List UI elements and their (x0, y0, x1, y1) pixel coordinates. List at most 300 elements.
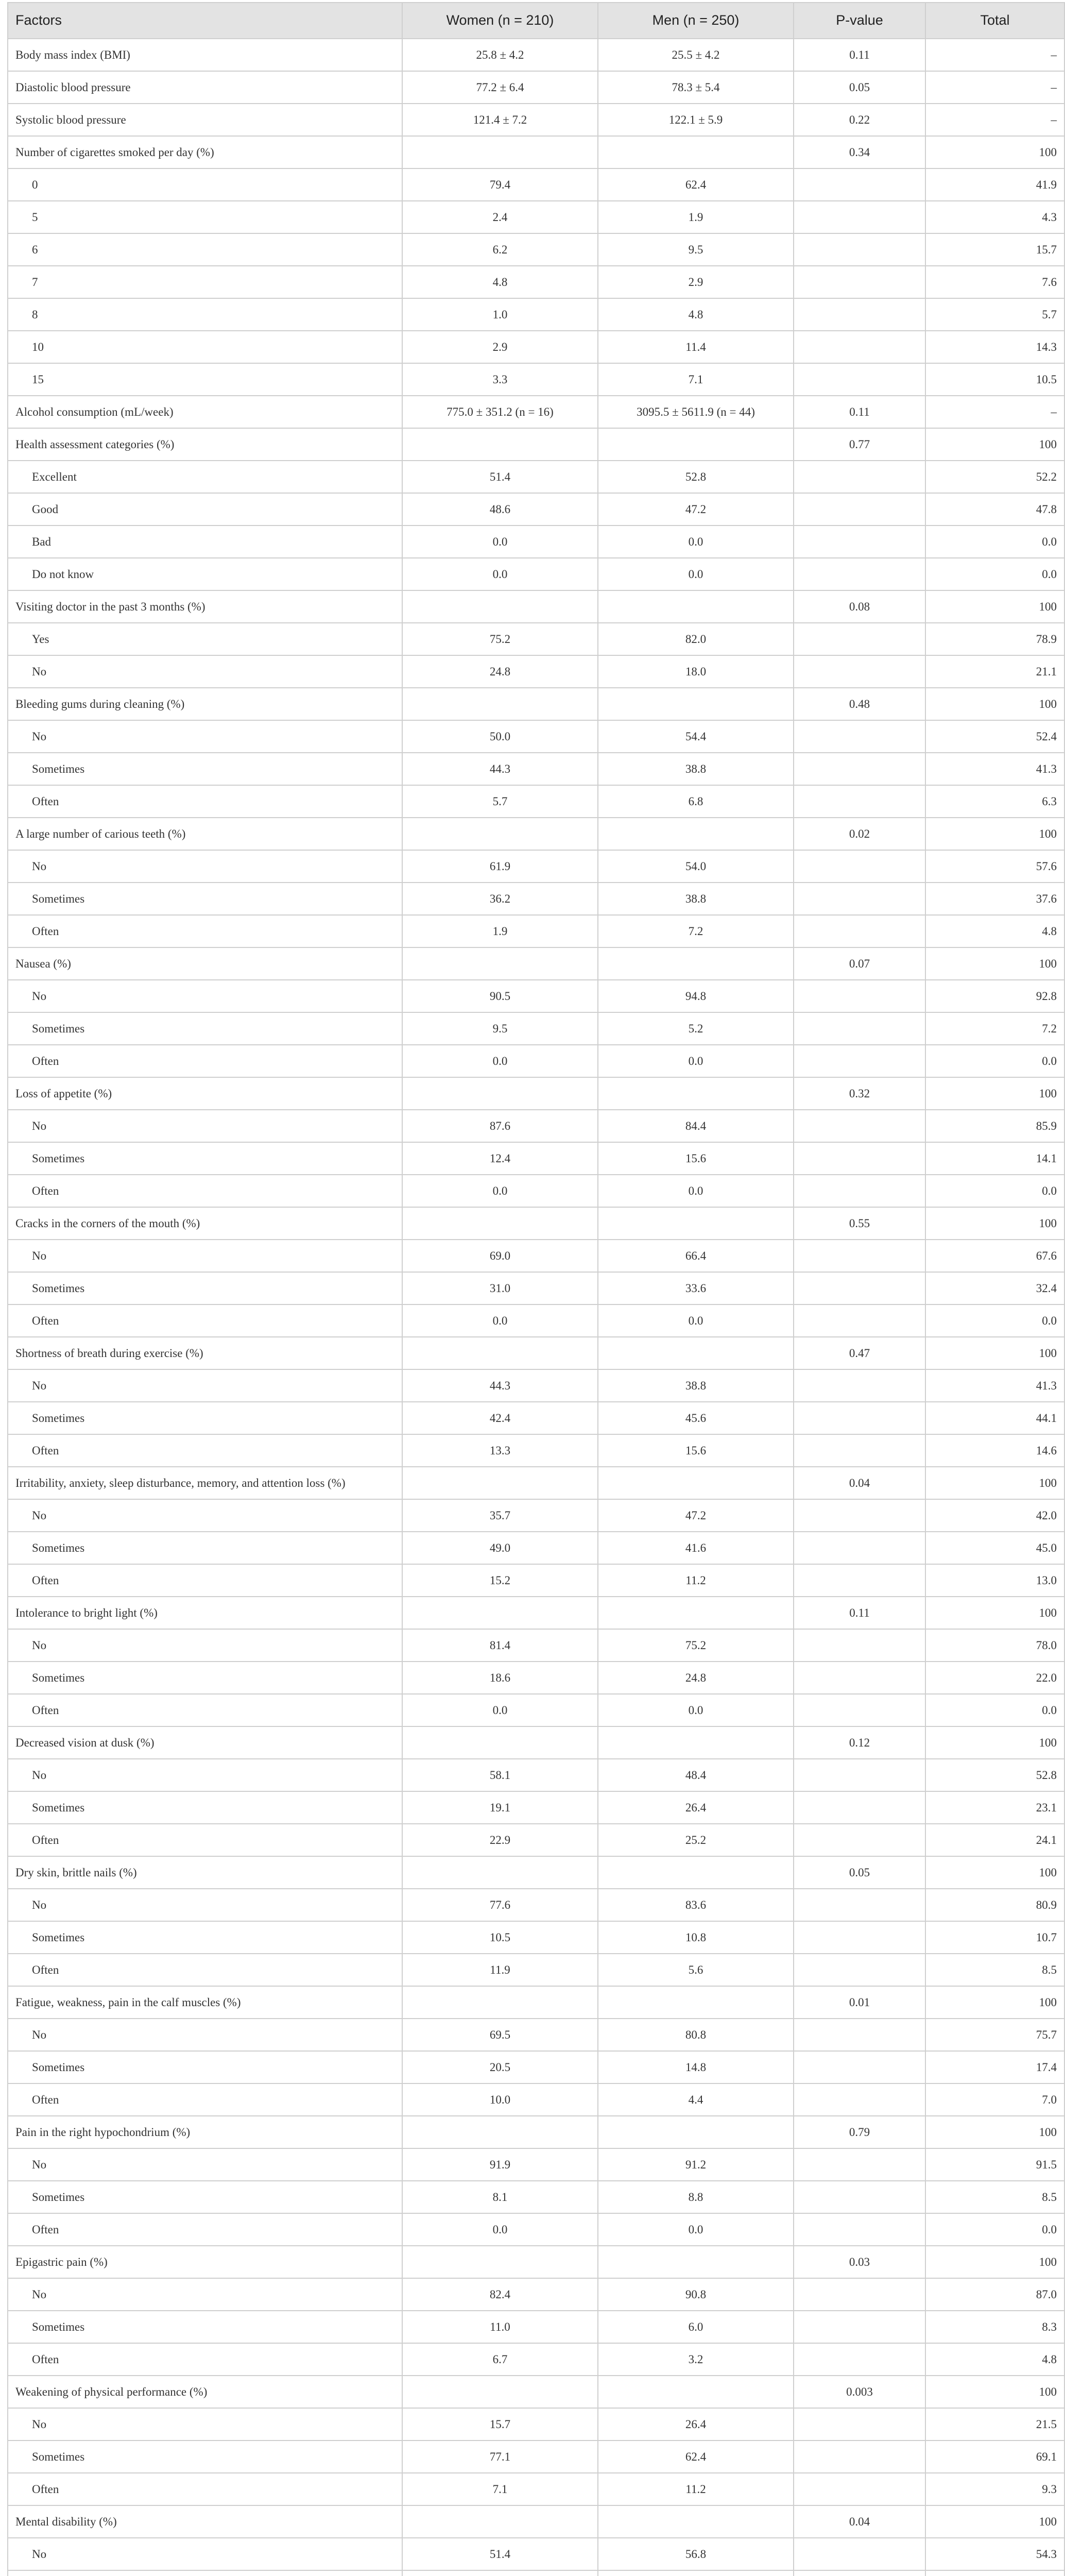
women-cell (402, 590, 598, 623)
factor-cell: 10 (8, 331, 402, 363)
p-value-cell (794, 1954, 925, 1986)
men-cell (598, 136, 794, 168)
men-cell (598, 590, 794, 623)
table-subrow (8, 1921, 1064, 1954)
total-cell: 13.0 (925, 1564, 1064, 1597)
p-value-cell (794, 2148, 925, 2181)
factor-cell: No (8, 1369, 402, 1402)
men-cell: 52.8 (598, 461, 794, 493)
women-cell: 82.4 (402, 2278, 598, 2311)
total-cell: 9.3 (925, 2473, 1064, 2505)
table-subrow (8, 331, 1064, 363)
men-cell: 47.2 (598, 493, 794, 526)
factor-cell: Often (8, 2213, 402, 2246)
table-subrow (8, 1889, 1064, 1921)
total-cell: 100 (925, 2376, 1064, 2408)
p-value-cell (794, 1889, 925, 1921)
men-cell (598, 688, 794, 720)
p-value-cell (794, 331, 925, 363)
women-cell: 0.0 (402, 1304, 598, 1337)
men-cell: 0.0 (598, 1304, 794, 1337)
women-cell: 48.6 (402, 493, 598, 526)
total-cell: 100 (925, 2246, 1064, 2278)
table-row (8, 1726, 1064, 1759)
factor-cell: Do not know (8, 558, 402, 590)
table-subrow (8, 1369, 1064, 1402)
total-cell: 41.3 (925, 1369, 1064, 1402)
total-cell: – (925, 71, 1064, 104)
p-value-cell (794, 850, 925, 883)
table-subrow (8, 1954, 1064, 1986)
p-value-cell (794, 2473, 925, 2505)
factor-cell: No (8, 1759, 402, 1791)
women-cell: 77.6 (402, 1889, 598, 1921)
total-cell: 41.3 (925, 753, 1064, 785)
total-cell: 54.3 (925, 2538, 1064, 2570)
men-cell: 15.6 (598, 1142, 794, 1175)
factor-cell: Shortness of breath during exercise (%) (8, 1337, 402, 1369)
women-cell: 775.0 ± 351.2 (n = 16) (402, 396, 598, 428)
women-cell: 1.9 (402, 915, 598, 947)
factor-cell: No (8, 1110, 402, 1142)
men-cell (598, 428, 794, 461)
p-value-cell (794, 1662, 925, 1694)
men-cell: 0.0 (598, 1175, 794, 1207)
women-cell: 6.7 (402, 2343, 598, 2376)
women-cell (402, 2116, 598, 2148)
men-cell: 0.0 (598, 1045, 794, 1077)
total-cell: 32.4 (925, 1272, 1064, 1304)
men-cell: 41.6 (598, 1532, 794, 1564)
table-row (8, 1856, 1064, 1889)
table-subrow (8, 980, 1064, 1012)
men-cell: 38.8 (598, 753, 794, 785)
men-cell: 66.4 (598, 1240, 794, 1272)
table-subrow (8, 201, 1064, 233)
women-cell: 51.4 (402, 2538, 598, 2570)
table-subrow (8, 2311, 1064, 2343)
women-cell: 36.2 (402, 883, 598, 915)
women-cell: 22.9 (402, 1824, 598, 1856)
p-value-cell (794, 526, 925, 558)
factor-cell: No (8, 1889, 402, 1921)
men-cell: 5.6 (598, 1954, 794, 1986)
p-value-cell (794, 1369, 925, 1402)
p-value-cell (794, 1532, 925, 1564)
factor-cell: Often (8, 1694, 402, 1726)
p-value-cell: 0.12 (794, 1726, 925, 1759)
women-cell: 0.0 (402, 1175, 598, 1207)
men-cell: 56.8 (598, 2538, 794, 2570)
women-cell: 2.9 (402, 331, 598, 363)
total-cell: 80.9 (925, 1889, 1064, 1921)
p-value-cell: 0.22 (794, 104, 925, 136)
p-value-cell (794, 1824, 925, 1856)
p-value-cell (794, 2343, 925, 2376)
p-value-cell: 0.003 (794, 2376, 925, 2408)
total-cell: 75.7 (925, 2019, 1064, 2051)
women-cell: 87.6 (402, 1110, 598, 1142)
total-cell: 78.9 (925, 623, 1064, 655)
table-subrow (8, 168, 1064, 201)
men-cell: 6.0 (598, 2311, 794, 2343)
men-cell: 62.4 (598, 2441, 794, 2473)
men-cell: 9.5 (598, 233, 794, 266)
men-cell: 3095.5 ± 5611.9 (n = 44) (598, 396, 794, 428)
table-subrow (8, 915, 1064, 947)
women-cell: 12.4 (402, 1142, 598, 1175)
p-value-cell (794, 2441, 925, 2473)
factor-cell: Often (8, 1954, 402, 1986)
table-subrow (8, 1759, 1064, 1791)
factor-cell: Sometimes (8, 2051, 402, 2083)
women-cell: 13.3 (402, 1434, 598, 1467)
factor-cell: Epigastric pain (%) (8, 2246, 402, 2278)
women-cell: 11.9 (402, 1954, 598, 1986)
women-cell: 19.1 (402, 1791, 598, 1824)
table-row (8, 1337, 1064, 1369)
table-subrow (8, 623, 1064, 655)
factor-cell: No (8, 720, 402, 753)
men-cell: 14.8 (598, 2051, 794, 2083)
total-cell: 4.8 (925, 2343, 1064, 2376)
p-value-cell: 0.08 (794, 590, 925, 623)
p-value-cell (794, 2019, 925, 2051)
factor-cell: Alcohol consumption (mL/week) (8, 396, 402, 428)
factor-cell: No (8, 850, 402, 883)
men-cell: 15.6 (598, 1434, 794, 1467)
table-subrow (8, 1272, 1064, 1304)
factor-cell: Visiting doctor in the past 3 months (%) (8, 590, 402, 623)
table-subrow (8, 2181, 1064, 2213)
p-value-cell (794, 785, 925, 818)
table-subrow (8, 1110, 1064, 1142)
total-cell: 7.0 (925, 2083, 1064, 2116)
p-value-cell (794, 1272, 925, 1304)
men-cell: 78.3 ± 5.4 (598, 71, 794, 104)
total-cell: 0.0 (925, 1175, 1064, 1207)
women-cell: 42.4 (402, 1402, 598, 1434)
total-cell: 8.5 (925, 1954, 1064, 1986)
women-cell: 91.9 (402, 2148, 598, 2181)
p-value-cell (794, 1142, 925, 1175)
factor-cell: Health assessment categories (%) (8, 428, 402, 461)
total-cell: 37.6 (925, 883, 1064, 915)
total-cell: 0.0 (925, 1045, 1064, 1077)
p-value-cell (794, 2278, 925, 2311)
header-women: Women (n = 210) (402, 3, 598, 39)
women-cell: 0.0 (402, 1045, 598, 1077)
factor-cell: 5 (8, 201, 402, 233)
women-cell: 15.7 (402, 2408, 598, 2441)
table-subrow (8, 298, 1064, 331)
p-value-cell (794, 623, 925, 655)
p-value-cell: 0.01 (794, 1986, 925, 2019)
women-cell (402, 1726, 598, 1759)
women-cell: 51.4 (402, 461, 598, 493)
p-value-cell (794, 298, 925, 331)
men-cell (598, 2116, 794, 2148)
table-subrow (8, 2570, 1064, 2576)
total-cell: 100 (925, 590, 1064, 623)
p-value-cell: 0.11 (794, 1597, 925, 1629)
table-subrow (8, 1824, 1064, 1856)
p-value-cell: 0.05 (794, 71, 925, 104)
p-value-cell (794, 1402, 925, 1434)
table-subrow (8, 1662, 1064, 1694)
table-row (8, 2376, 1064, 2408)
factor-cell: A large number of carious teeth (%) (8, 818, 402, 850)
women-cell: 1.0 (402, 298, 598, 331)
factor-cell: Often (8, 1175, 402, 1207)
women-cell: 11.0 (402, 2311, 598, 2343)
total-cell: 91.5 (925, 2148, 1064, 2181)
women-cell: 7.1 (402, 2473, 598, 2505)
men-cell: 45.6 (598, 1402, 794, 1434)
women-cell (402, 1207, 598, 1240)
men-cell: 11.2 (598, 2473, 794, 2505)
women-cell: 90.5 (402, 980, 598, 1012)
factor-cell: Sometimes (8, 1142, 402, 1175)
table-subrow (8, 363, 1064, 396)
table-subrow (8, 850, 1064, 883)
table-subrow (8, 558, 1064, 590)
men-cell: 75.2 (598, 1629, 794, 1662)
total-cell: 0.0 (925, 1694, 1064, 1726)
table-row (8, 1077, 1064, 1110)
factor-cell: Body mass index (BMI) (8, 39, 402, 71)
men-cell: 82.0 (598, 623, 794, 655)
p-value-cell (794, 168, 925, 201)
total-cell: 100 (925, 1467, 1064, 1499)
data-table (7, 2, 1065, 2576)
total-cell: 7.6 (925, 266, 1064, 298)
men-cell: 7.1 (598, 363, 794, 396)
total-cell: 8.3 (925, 2311, 1064, 2343)
p-value-cell (794, 2408, 925, 2441)
p-value-cell (794, 558, 925, 590)
factor-cell: Cracks in the corners of the mouth (%) (8, 1207, 402, 1240)
women-cell (402, 1856, 598, 1889)
p-value-cell: 0.02 (794, 818, 925, 850)
men-cell (598, 1077, 794, 1110)
table-row (8, 1986, 1064, 2019)
table-subrow (8, 1434, 1064, 1467)
factor-cell: 6 (8, 233, 402, 266)
p-value-cell (794, 1110, 925, 1142)
total-cell: 100 (925, 1856, 1064, 1889)
women-cell (402, 1597, 598, 1629)
women-cell: 77.1 (402, 2441, 598, 2473)
men-cell: 83.6 (598, 1889, 794, 1921)
factor-cell: 15 (8, 363, 402, 396)
men-cell: 10.8 (598, 1921, 794, 1954)
women-cell: 15.2 (402, 1564, 598, 1597)
table-subrow (8, 2051, 1064, 2083)
p-value-cell (794, 201, 925, 233)
women-cell (402, 2570, 598, 2576)
total-cell: 87.0 (925, 2278, 1064, 2311)
table-subrow (8, 655, 1064, 688)
factor-cell: Often (8, 2343, 402, 2376)
table-row (8, 428, 1064, 461)
factor-cell: Often (8, 1304, 402, 1337)
total-cell: 15.7 (925, 233, 1064, 266)
table-row (8, 71, 1064, 104)
factor-cell: Pain in the right hypochondrium (%) (8, 2116, 402, 2148)
men-cell: 91.2 (598, 2148, 794, 2181)
factor-cell: Bad (8, 526, 402, 558)
men-cell: 48.4 (598, 1759, 794, 1791)
factor-cell: Mental disability (%) (8, 2505, 402, 2538)
p-value-cell (794, 720, 925, 753)
p-value-cell (794, 655, 925, 688)
women-cell (402, 688, 598, 720)
table-subrow (8, 1240, 1064, 1272)
total-cell: 24.1 (925, 1824, 1064, 1856)
table-subrow (8, 753, 1064, 785)
total-cell (925, 2570, 1064, 2576)
men-cell (598, 1207, 794, 1240)
factor-cell: Sometimes (8, 1402, 402, 1434)
table-subrow (8, 1499, 1064, 1532)
men-cell: 90.8 (598, 2278, 794, 2311)
p-value-cell: 0.11 (794, 39, 925, 71)
factor-cell: Fatigue, weakness, pain in the calf muscles (%) (8, 1986, 402, 2019)
table-subrow (8, 461, 1064, 493)
women-cell (402, 1077, 598, 1110)
women-cell: 10.5 (402, 1921, 598, 1954)
factor-cell: No (8, 2278, 402, 2311)
header-row (8, 3, 1064, 39)
factor-cell: No (8, 2408, 402, 2441)
total-cell: 100 (925, 1337, 1064, 1369)
factor-cell: Systolic blood pressure (8, 104, 402, 136)
p-value-cell (794, 266, 925, 298)
women-cell (402, 1986, 598, 2019)
factor-cell: Sometimes (8, 1532, 402, 1564)
table-subrow (8, 266, 1064, 298)
total-cell: 14.1 (925, 1142, 1064, 1175)
p-value-cell: 0.77 (794, 428, 925, 461)
men-cell: 62.4 (598, 168, 794, 201)
men-cell: 25.2 (598, 1824, 794, 1856)
men-cell (598, 1856, 794, 1889)
factor-cell: Irritability, anxiety, sleep disturbance, memory, and attention loss (%) (8, 1467, 402, 1499)
total-cell: 0.0 (925, 558, 1064, 590)
total-cell: 0.0 (925, 526, 1064, 558)
total-cell: 4.3 (925, 201, 1064, 233)
total-cell: 41.9 (925, 168, 1064, 201)
men-cell (598, 2570, 794, 2576)
p-value-cell: 0.32 (794, 1077, 925, 1110)
table-subrow (8, 1045, 1064, 1077)
men-cell: 24.8 (598, 1662, 794, 1694)
men-cell: 1.9 (598, 201, 794, 233)
p-value-cell: 0.04 (794, 1467, 925, 1499)
p-value-cell: 0.07 (794, 947, 925, 980)
factor-cell: Often (8, 1045, 402, 1077)
women-cell: 50.0 (402, 720, 598, 753)
men-cell (598, 1337, 794, 1369)
men-cell (598, 1597, 794, 1629)
total-cell: 21.1 (925, 655, 1064, 688)
women-cell: 69.5 (402, 2019, 598, 2051)
women-cell: 18.6 (402, 1662, 598, 1694)
men-cell (598, 2505, 794, 2538)
table-subrow (8, 1791, 1064, 1824)
p-value-cell: 0.79 (794, 2116, 925, 2148)
table-subrow (8, 1175, 1064, 1207)
total-cell: 100 (925, 1597, 1064, 1629)
table-body (8, 39, 1064, 2576)
men-cell: 94.8 (598, 980, 794, 1012)
table-row (8, 136, 1064, 168)
total-cell: 10.5 (925, 363, 1064, 396)
table-subrow (8, 2441, 1064, 2473)
women-cell: 5.7 (402, 785, 598, 818)
table-row (8, 1207, 1064, 1240)
women-cell: 44.3 (402, 753, 598, 785)
p-value-cell (794, 2570, 925, 2576)
table-subrow (8, 1142, 1064, 1175)
total-cell: – (925, 104, 1064, 136)
factor-cell: Often (8, 785, 402, 818)
factor-cell: Often (8, 1824, 402, 1856)
men-cell: 25.5 ± 4.2 (598, 39, 794, 71)
p-value-cell: 0.48 (794, 688, 925, 720)
total-cell: 78.0 (925, 1629, 1064, 1662)
women-cell: 24.8 (402, 655, 598, 688)
table-subrow (8, 526, 1064, 558)
total-cell: 45.0 (925, 1532, 1064, 1564)
table-subrow (8, 2278, 1064, 2311)
factor-cell: Often (8, 2473, 402, 2505)
factor-cell: No (8, 2019, 402, 2051)
total-cell: 100 (925, 1077, 1064, 1110)
men-cell (598, 2246, 794, 2278)
table-subrow (8, 1402, 1064, 1434)
factor-cell: No (8, 1629, 402, 1662)
factor-cell: Often (8, 1564, 402, 1597)
men-cell: 80.8 (598, 2019, 794, 2051)
total-cell: 67.6 (925, 1240, 1064, 1272)
men-cell: 11.2 (598, 1564, 794, 1597)
women-cell: 79.4 (402, 168, 598, 201)
total-cell: 17.4 (925, 2051, 1064, 2083)
total-cell: 14.6 (925, 1434, 1064, 1467)
p-value-cell (794, 883, 925, 915)
men-cell: 8.8 (598, 2181, 794, 2213)
factor-cell: Sometimes (8, 1921, 402, 1954)
women-cell: 0.0 (402, 2213, 598, 2246)
total-cell: 100 (925, 688, 1064, 720)
total-cell: 47.8 (925, 493, 1064, 526)
total-cell: 8.5 (925, 2181, 1064, 2213)
factor-cell: Weakening of physical performance (%) (8, 2376, 402, 2408)
men-cell: 3.2 (598, 2343, 794, 2376)
women-cell: 35.7 (402, 1499, 598, 1532)
factor-cell: No (8, 2538, 402, 2570)
total-cell: 92.8 (925, 980, 1064, 1012)
total-cell: 100 (925, 1207, 1064, 1240)
header-total: Total (925, 3, 1064, 39)
women-cell: 6.2 (402, 233, 598, 266)
p-value-cell (794, 2538, 925, 2570)
total-cell: 100 (925, 136, 1064, 168)
table-row (8, 1467, 1064, 1499)
women-cell: 69.0 (402, 1240, 598, 1272)
